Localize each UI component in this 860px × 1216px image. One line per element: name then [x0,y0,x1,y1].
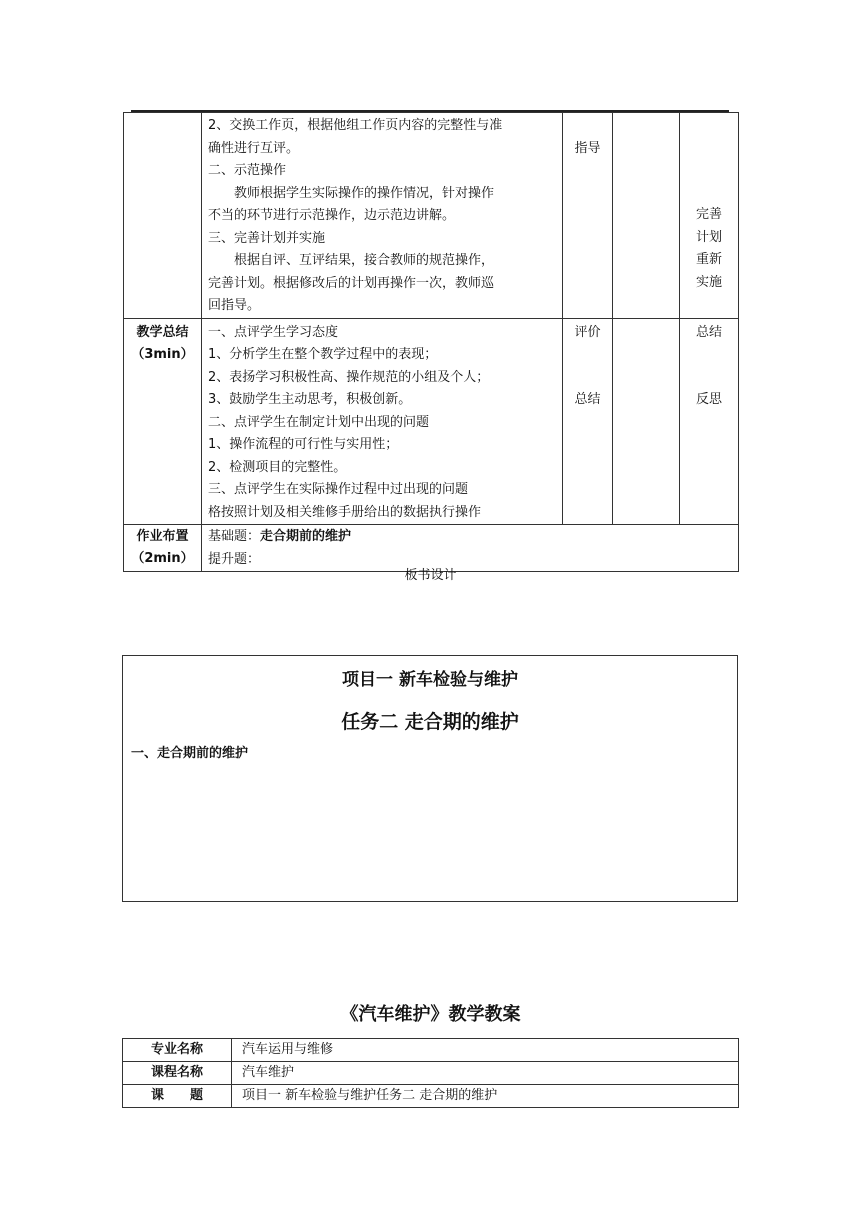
content-line: 不当的环节进行示范操作，边示范边讲解。 [208,208,456,223]
table-row [124,525,739,572]
content-line: 回指导。 [208,298,261,313]
stage-cell [124,113,202,319]
content-line: 教师根据学生实际操作的操作情况，针对操作 [234,185,495,201]
content-line: 三、点评学生在实际操作过程中过出现的问题 [208,482,469,497]
content-line: 2、交换工作页，根据他组工作页内容的完整性与准 [208,118,503,133]
info-value: 汽车维护 [232,1062,739,1085]
content-cell [202,113,563,319]
student-activity-line: 实施 [695,274,722,290]
page-title: 《汽车维护》教学教案 [340,1004,521,1025]
student-activity-line: 完善 [695,207,722,222]
stage-label: 作业布置 [136,529,189,544]
empty-cell [613,113,680,319]
content-line: 一、点评学生学习态度 [208,324,339,340]
student-activity-line: 反思 [695,392,722,407]
content-line: 根据自评、互评结果，接合教师的规范操作， [234,253,495,268]
content-cell [202,318,563,525]
stage-cell [124,525,202,572]
table-row [124,113,739,319]
empty-cell [613,318,680,525]
stage-duration: （3min） [131,346,194,362]
content-line: 2、检测项目的完整性。 [208,459,347,475]
info-key: 课 题 [123,1085,232,1108]
stage-duration: （2min） [131,551,194,566]
content-line: 1、操作流程的可行性与实用性； [208,437,399,452]
table-row [124,318,739,525]
table-row [123,1085,739,1108]
info-key: 课程名称 [123,1062,232,1085]
student-activity-cell [680,318,739,525]
board-subtitle: 任务二 走合期的维护 [341,711,519,733]
content-line: 格按照计划及相关维修手册给出的数据执行操作 [208,504,482,520]
content-line: 确性进行互评。 [208,140,300,156]
stage-cell [124,318,202,525]
student-activity-cell [680,113,739,319]
info-value: 项目一 新车检验与维护任务二 走合期的维护 [232,1085,739,1108]
student-activity-line: 计划 [695,229,722,245]
content-line: 3、鼓励学生主动思考，积极创新。 [208,392,412,407]
board-design-box [122,655,738,902]
teacher-activity: 指导 [574,141,601,156]
table-row [123,1062,739,1085]
teacher-activity-cell [563,318,613,525]
content-line: 二、示范操作 [208,163,287,178]
homework-basic-prefix: 基础题： [208,529,261,544]
info-value: 汽车运用与维修 [232,1039,739,1062]
homework-basic-value: 走合期前的维护 [260,529,352,544]
content-line: 完善计划。根据修改后的计划再操作一次，教师巡 [208,275,495,291]
content-line: 1、分析学生在整个教学过程中的表现； [208,347,438,362]
teacher-activity: 评价 [574,324,601,340]
content-line: 三、完善计划并实施 [208,230,326,246]
table-row [123,1039,739,1062]
teacher-activity: 总结 [574,392,601,407]
lesson-process-table [123,112,739,572]
student-activity-line: 总结 [695,324,722,340]
course-info-table [122,1038,739,1108]
board-title: 项目一 新车检验与维护 [342,670,518,690]
homework-cell [202,525,739,572]
homework-basic [202,526,738,549]
content-line: 二、点评学生在制定计划中出现的问题 [208,414,430,430]
board-section: 一、走合期前的维护 [131,746,249,761]
board-caption: 板书设计 [404,568,457,583]
stage-label: 教学总结 [136,324,189,340]
student-activity-line: 重新 [695,252,722,267]
teacher-activity-cell [563,113,613,319]
homework-advanced: 提升题： [208,551,261,567]
content-line: 2、表扬学习积极性高、操作规范的小组及个人； [208,369,490,385]
info-key: 专业名称 [123,1039,232,1062]
